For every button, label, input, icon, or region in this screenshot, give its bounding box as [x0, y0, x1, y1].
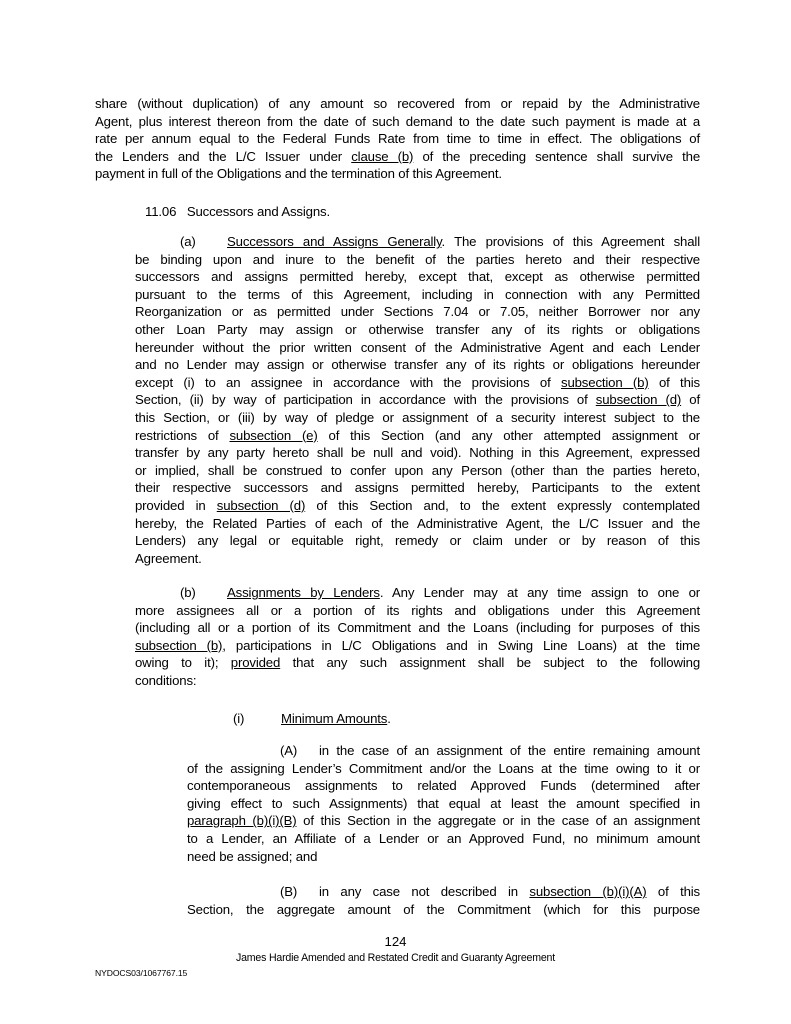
- text-run: of the preceding sentence shall survive the: [413, 148, 700, 164]
- text-line: [135, 391, 700, 409]
- text-line: successors and assigns permitted hereby, except that, except as otherwise permitted: [135, 269, 700, 285]
- cross-reference: subsection (b)(i)(A): [529, 884, 647, 899]
- text-line: [135, 584, 700, 602]
- text-line: [135, 654, 700, 672]
- text-line: conditions:: [135, 672, 197, 688]
- cross-reference: subsection (b): [135, 637, 223, 653]
- cross-reference: subsection (d): [216, 497, 306, 513]
- cross-reference: subsection (d): [595, 392, 682, 408]
- text-run: of: [681, 392, 700, 408]
- text-run: Section, (ii) by way of participation in accordance with the provisions of: [135, 392, 596, 408]
- paragraph-heading: Minimum Amounts: [281, 711, 388, 726]
- text-run: . Any Lender may at any time assign to one or: [379, 585, 701, 600]
- text-line: giving effect to such Assignments) that equal at least the amount specified in: [187, 795, 700, 811]
- text-line: share (without duplication) of any amount so recovered from or repaid by the Administrative: [95, 96, 700, 111]
- text-run: restrictions of: [135, 427, 230, 443]
- text-line: (including all or a portion of its Commitment and the Loans (including for purposes of this: [135, 620, 700, 636]
- text-line: transfer by any party hereto shall be null and void). Nothing in this Agreement, expressed: [135, 445, 700, 461]
- text-run: except (i) to an assignee in accordance with the provisions of: [135, 374, 561, 390]
- paragraph-b-i-heading: [233, 710, 391, 728]
- section-number: 11.06: [145, 204, 177, 219]
- cross-reference: subsection (e): [229, 427, 318, 443]
- text-line: [135, 233, 700, 251]
- paragraph-heading: Assignments by Lenders: [227, 585, 380, 600]
- text-run: of this: [648, 374, 700, 390]
- text-run: of this Section and, to the extent expressly contemplated: [305, 497, 700, 513]
- text-run: provided in: [135, 497, 217, 513]
- text-run: the Lenders and the L/C Issuer under: [95, 148, 352, 164]
- text-line: [135, 637, 700, 655]
- text-line: of the assigning Lender’s Commitment and/or the Loans at the time owing to it or: [187, 760, 700, 776]
- cross-reference: provided: [230, 655, 281, 671]
- text-run: in any case not described in: [319, 884, 530, 899]
- paragraph-label: (i): [233, 711, 245, 726]
- text-run: , participations in L/C Obligations and in Swing Line Loans) at the time: [222, 637, 700, 653]
- cross-reference: subsection (b): [561, 374, 649, 390]
- text-line: hereunder without the prior written consent of the Administrative Agent and each Lender: [135, 339, 700, 355]
- text-line: contemporaneous assignments to related Approved Funds (determined after: [187, 778, 700, 794]
- text-line: more assignees all or a portion of its rights and obligations under this Agreement: [135, 602, 700, 618]
- text-line: Agent, plus interest thereon from the date of such demand to the date such payment is made at a: [95, 113, 700, 129]
- text-line: and no Lender may assign or otherwise transfer any of its rights or obligations hereunder: [135, 357, 700, 373]
- text-line: [187, 742, 700, 760]
- text-run: .: [387, 711, 391, 726]
- paragraph-heading: Successors and Assigns Generally: [227, 234, 442, 249]
- text-run: owing to it);: [135, 655, 231, 671]
- text-run: of this Section in the aggregate or in the case of an assignment: [296, 813, 700, 829]
- paragraph-A: [187, 742, 700, 865]
- paragraph-b: [135, 584, 700, 690]
- paragraph-label: (b): [180, 585, 196, 600]
- text-line: Agreement.: [135, 550, 202, 566]
- section-heading: [145, 203, 330, 221]
- text-line: to a Lender, an Affiliate of a Lender or an Approved Fund, no minimum amount: [187, 830, 700, 846]
- text-line: Section, the aggregate amount of the Commitment (which for this purpose: [187, 901, 700, 917]
- text-line: Reorganization or as permitted under Sections 7.04 or 7.05, neither Borrower nor any: [135, 304, 700, 320]
- text-line: or implied, shall be construed to confer upon any Person (other than the parties hereto,: [135, 462, 700, 478]
- text-line: [187, 812, 700, 830]
- page-number: 124: [384, 934, 407, 949]
- text-line: their respective successors and assigns permitted hereby, Participants to the extent: [135, 480, 700, 496]
- text-run: that any such assignment shall be subject to the following: [280, 655, 700, 671]
- text-line: rate per annum equal to the Federal Funds Rate from time to time in effect. The obligations of: [95, 131, 700, 147]
- cross-reference: paragraph (b)(i)(B): [187, 813, 297, 829]
- text-line: be binding upon and inure to the benefit of the parties hereto and their respective: [135, 251, 700, 267]
- text-line: [187, 883, 700, 901]
- text-line: hereby, the Related Parties of each of the Administrative Agent, the L/C Issuer and the: [135, 515, 700, 531]
- text-run: . The provisions of this Agreement shall: [441, 234, 700, 249]
- text-line: [135, 497, 700, 515]
- paragraph-label: (A): [280, 743, 298, 758]
- text-line: payment in full of the Obligations and the termination of this Agreement.: [95, 166, 502, 182]
- paragraph-B: [187, 883, 700, 918]
- text-run: of this: [646, 884, 701, 899]
- footer-title: James Hardie Amended and Restated Credit and Guaranty Agreement: [236, 952, 555, 964]
- intro-paragraph: [95, 95, 700, 183]
- paragraph-a: [135, 233, 700, 567]
- text-line: Lenders) any legal or equitable right, remedy or claim under or by reason of this: [135, 533, 700, 549]
- text-line: [135, 374, 700, 392]
- text-line: other Loan Party may assign or otherwise transfer any of its rights or obligations: [135, 321, 700, 337]
- paragraph-label: (B): [280, 884, 298, 899]
- text-line: [135, 427, 700, 445]
- text-run: in the case of an assignment of the entire remaining amount: [319, 743, 700, 758]
- text-run: of this Section (and any other attempted assignment or: [317, 427, 700, 443]
- cross-reference: clause (b): [351, 148, 414, 164]
- text-line: this Section, or (iii) by way of pledge or assignment of a security interest subject to the: [135, 409, 700, 425]
- document-id: NYDOCS03/1067767.15: [95, 968, 188, 978]
- text-line: pursuant to the terms of this Agreement, including in connection with any Permitted: [135, 286, 700, 302]
- section-title: Successors and Assigns.: [186, 204, 330, 219]
- text-line: need be assigned; and: [187, 848, 318, 864]
- paragraph-label: (a): [180, 234, 196, 249]
- text-line: [95, 148, 700, 166]
